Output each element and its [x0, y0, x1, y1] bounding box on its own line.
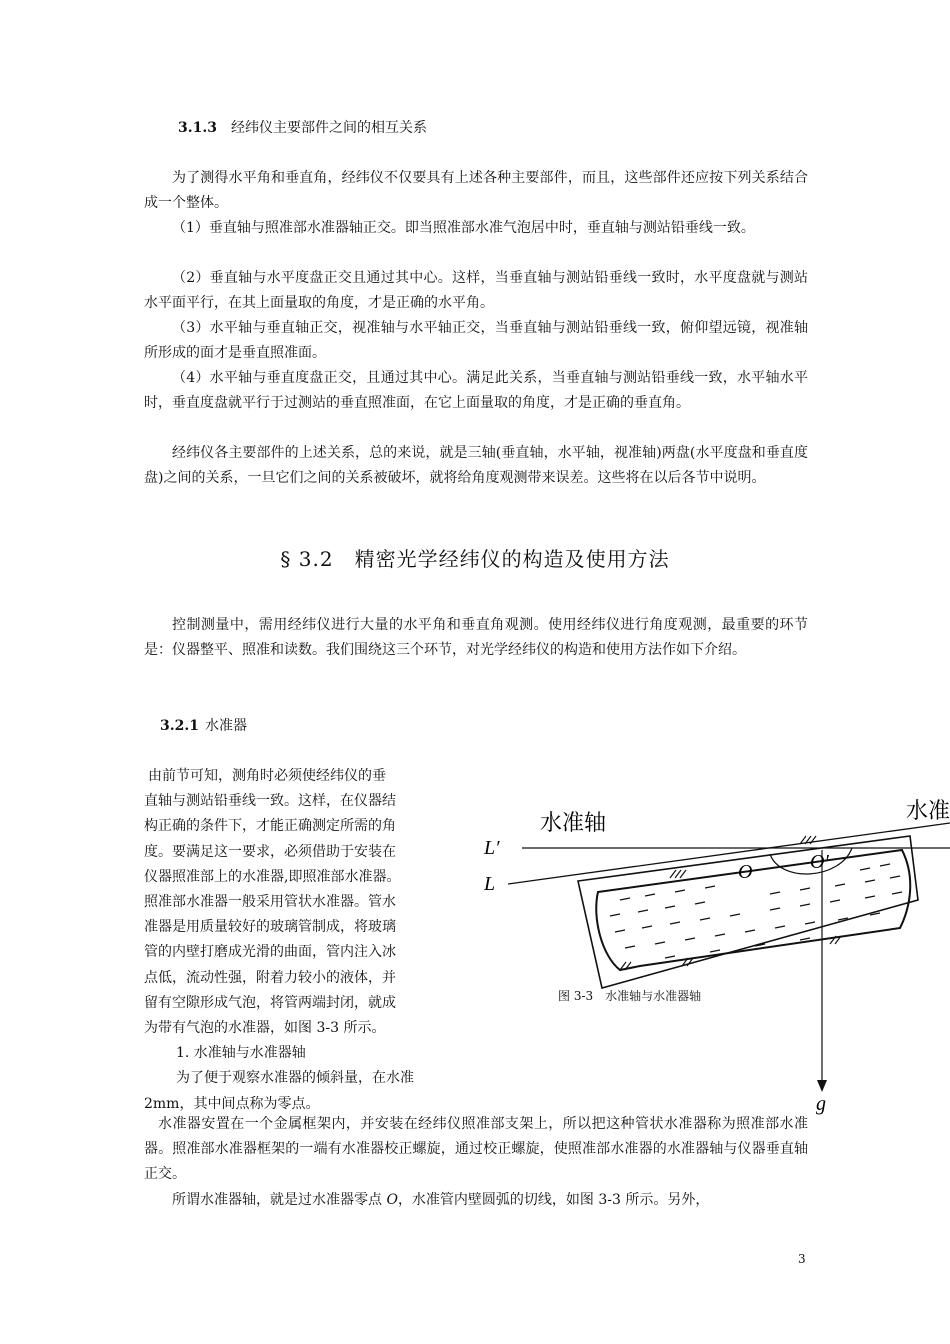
wrapped-text-block — [144, 764, 454, 1117]
label-level-axis: 水准轴 — [540, 810, 607, 835]
intro-paragraph: 为了测得水平角和垂直角，经纬仪不仅要具有上述各种主要部件，而且，这些部件还应按下列关系结合成一个整体。 — [144, 170, 808, 212]
text-line: 度。要满足这一要求，必须借助于安装在 — [144, 843, 396, 860]
figure-caption: 图 3-3 水准轴与水准器轴 — [558, 989, 702, 1003]
text-line-clipped: 为了便于观察水准器的倾斜量，在水准 — [176, 1070, 414, 1087]
figure-level-axis-diagram — [470, 788, 950, 1118]
text-line: 管的内壁打磨成光滑的曲面，管内注入冰 — [144, 944, 396, 961]
glass-hatching — [620, 836, 841, 970]
section-title: 经纬仪主要部件之间的相互关系 — [230, 120, 427, 136]
section-heading-3-1-3 — [178, 118, 678, 138]
relation-item-1: （1）垂直轴与照准部水准器轴正交。即当照准部水准气泡居中时，垂直轴与测站铅垂线一致。 — [172, 220, 755, 236]
relation-item-2: （2）垂直轴与水平度盘正交且通过其中心。这样，当垂直轴与测站铅垂线一致时，水平度盘就与测站水平面平行，在其上面量取的角度，才是正确的水平角。 — [144, 270, 808, 312]
text-line: 仪器照准部上的水准器,即照准部水准器。 — [144, 868, 401, 885]
axis-paragraph — [144, 1188, 808, 1213]
text-line: 构正确的条件下，才能正确测定所需的角 — [144, 818, 396, 835]
label-L: L — [484, 873, 496, 895]
label-g: g — [816, 1093, 826, 1115]
label-vial-axis: 水准 — [906, 798, 950, 823]
relation-item-3: （3）水平轴与垂直轴正交，视准轴与水平轴正交，当垂直轴与测站铅垂线一致，俯仰望远镜，视准轴所形成的面才是垂直照准面。 — [144, 320, 808, 362]
text-line: 准器是用质量较好的玻璃管制成，将玻璃 — [144, 919, 396, 936]
sub-item-title: 1. 水准轴与水准器轴 — [176, 1045, 306, 1062]
chapter-section-heading: § 3.2 精密光学经纬仪的构造及使用方法 — [280, 547, 670, 571]
relation-item-4: （4）水平轴与垂直度盘正交，且通过其中心。满足此关系，当垂直轴与测站铅垂线一致，水平轴水平时，垂直度盘就平行于过测站的垂直照准面，在它上面量取的角度，才是正确的垂直角。 — [144, 370, 808, 412]
section-number: 3.2.1 — [160, 718, 199, 734]
zero-point-symbol: O — [386, 1192, 398, 1208]
label-O-prime: O′ — [810, 851, 829, 873]
vial-liquid-boundary — [596, 850, 910, 970]
text-line: 由前节可知，测角时必须使经纬仪的垂 — [148, 768, 386, 784]
page-number: 3 — [798, 1252, 806, 1266]
frame-paragraph: 水准器安置在一个金属框架内，并安装在经纬仪照准部支架上，所以把这种管状水准器称为照准部水准器。照准部水准器框架的一端有水准器校正螺旋，通过校正螺旋，使照准部水准器的水准器轴与仪器垂直轴正交。 — [144, 1116, 808, 1183]
text-line: 直轴与测站铅垂线一致。这样，在仪器结 — [144, 793, 396, 810]
text-line: 为带有气泡的水准器，如图 3-3 所示。 — [144, 1020, 386, 1037]
section-number: 3.1.3 — [178, 120, 217, 136]
section-title: 水准器 — [204, 718, 247, 734]
liquid-hatching — [610, 864, 902, 958]
section-3-2-intro: 控制测量中，需用经纬仪进行大量的水平角和垂直角观测。使用经纬仪进行角度观测，最重要的环节是：仪器整平、照准和读数。我们围绕这三个环节，对光学经纬仪的构造和使用方法作如下介绍。 — [144, 617, 808, 659]
text-line: 点低，流动性强，附着力较小的液体，并 — [144, 969, 396, 986]
label-O: O — [738, 861, 753, 883]
arrow-head — [817, 1080, 827, 1092]
text-line: 留有空隙形成气泡，将管两端封闭，就成 — [144, 994, 396, 1011]
label-L-prime: L′ — [484, 837, 500, 859]
text-line: 2mm，其中间点称为零点。 — [144, 1095, 320, 1112]
text-line: 照准部水准器一般采用管状水准器。管水 — [144, 894, 396, 911]
axis-text-suffix: ，水准管内壁圆弧的切线，如图 3-3 所示。另外， — [397, 1192, 710, 1208]
section-heading-3-2-1 — [160, 716, 460, 736]
summary-paragraph: 经纬仪各主要部件的上述关系，总的来说，就是三轴(垂直轴，水平轴，视准轴)两盘(水平度盘和垂直度盘)之间的关系，一旦它们之间的关系被破坏，就将给角度观测带来误差。这些将在以后各节中说明。 — [144, 445, 808, 487]
axis-text-prefix: 所谓水准器轴，就是过水准器零点 — [172, 1192, 382, 1208]
